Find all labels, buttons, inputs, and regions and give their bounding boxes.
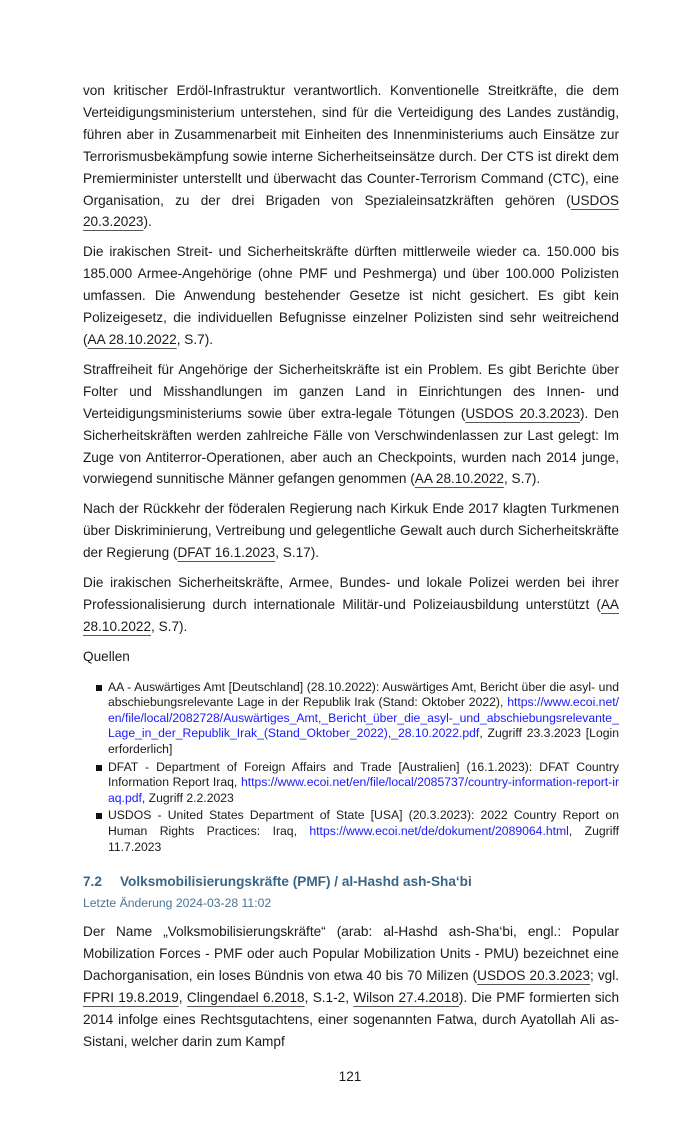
- source-access-date: , Zugriff 23.3.2023 [Login erforderlich]: [108, 726, 619, 757]
- source-text: DFAT - Department of Foreign Affairs and Trade [Australien] (16.1.2023): DFAT Country Information Report Iraq,: [108, 759, 619, 790]
- sources-list: [83, 680, 619, 856]
- section-heading: [83, 873, 619, 891]
- paragraph-text: ).: [143, 214, 152, 230]
- citation-link[interactable]: AA 28.10.2022: [87, 331, 177, 347]
- source-access-date: , Zugriff 2.2.2023: [141, 790, 234, 805]
- paragraph: [83, 572, 619, 638]
- citation-link[interactable]: USDOS 20.3.2023: [465, 405, 580, 421]
- paragraph: [83, 80, 619, 233]
- paragraph-text: Straffreiheit für Angehörige der Sicherheitskräfte ist ein Problem. Es gibt Berichte über Folter und Misshandlungen im ganzen Land in Einrichtungen des Innen- und Verteidigungsministeriums sowie über extra-legale Tötungen (: [83, 361, 619, 421]
- last-changed: Letzte Änderung 2024-03-28 11:02: [83, 896, 272, 911]
- source-url-link[interactable]: https://www.ecoi.net/en/file/local/2082728/Auswärtiges_Amt,_Bericht_über_die_asyl-_und_abschiebungsrelevante_Lage_in_der_Republik_Irak_(Stand_Oktober_2022),_28.10.2022.pdf: [108, 695, 619, 741]
- paragraph-text: Nach der Rückkehr der föderalen Regierung nach Kirkuk Ende 2017 klagten Turkmenen über Diskriminierung, Vertreibung und gelegentliche Gewalt auch durch Sicherheitskräfte der Regierung (: [83, 501, 619, 561]
- document-body: [83, 0, 619, 1053]
- citation-link[interactable]: Wilson 27.4.2018: [353, 989, 459, 1005]
- paragraph-text: Die irakischen Streit- und Sicherheitskräfte dürften mittlerweile wieder ca. 150.000 bis 185.000 Armee-Angehörige (ohne PMF und Peshmerga) und über 100.000 Polizisten umfassen. Die Anwendung bestehender Gesetze ist nicht gesichert. Es gibt kein Polizeigesetz, die individuellen Befugnisse einzelner Polizisten sind sehr weitreichend (: [83, 244, 619, 347]
- source-text: USDOS - United States Department of State [USA] (20.3.2023): 2022 Country Report on Human Rights Practices: Iraq,: [108, 808, 619, 838]
- paragraph-text: ; vgl.: [590, 968, 619, 983]
- source-access-date: , Zugriff 11.7.2023: [108, 824, 619, 854]
- source-item: [96, 760, 619, 807]
- citation-link[interactable]: DFAT 16.1.2023: [177, 545, 276, 561]
- section-number: 7.2: [83, 874, 102, 890]
- paragraph-text: , S.1-2,: [304, 989, 354, 1005]
- sources-label: Quellen: [83, 648, 130, 664]
- paragraph: [83, 241, 619, 351]
- paragraph-text: , S.7).: [176, 331, 213, 347]
- section-paragraph: [83, 921, 619, 1052]
- paragraph-text: Der Name „Volksmobilisierungskräfte“ (arab: al-Hashd ash-Sha‘bi, engl.: Popular Mobilization Forces - PMF oder auch Popular Mobilization Units - PMU) bezeichnet eine Dachorganisation, ein loses Bündnis von etwa 40 bis 70 Milizen (: [83, 924, 619, 983]
- paragraph-text: Die irakischen Sicherheitskräfte, Armee, Bundes- und lokale Polizei werden bei ihrer Professionalisierung durch internationale Militär-und Polizeiausbildung unterstützt (: [83, 575, 619, 612]
- bullet-icon: [96, 685, 102, 691]
- paragraph-text: , S.7).: [503, 471, 541, 487]
- bullet-icon: [96, 765, 102, 771]
- paragraph: [83, 359, 619, 490]
- page-number: 121: [338, 1068, 362, 1084]
- citation-link[interactable]: USDOS 20.3.2023: [477, 968, 591, 983]
- paragraphs: [83, 80, 619, 638]
- paragraph-text: ). Den Sicherheitskräften werden zahlreiche Fälle von Verschwindenlassen zur Last gelegt: Im Zuge von Antiterror-Operationen, aber auch an Checkpoints, wurden nach 2014 junge, vorwiegend sunnitische Männer gefangen genommen (: [83, 405, 619, 487]
- paragraph-text: , S.17).: [275, 545, 320, 561]
- paragraph: [83, 498, 619, 564]
- bullet-icon: [96, 813, 102, 819]
- paragraph-text: von kritischer Erdöl-Infrastruktur verantwortlich. Konventionelle Streitkräfte, die dem Verteidigungsministerium unterstehen, sind für die Verteidigung des Landes zuständig, führen aber in Zusammenarbeit mit Einheiten des Innenministeriums auch Einsätze zur Terrorismusbekämpfung sowie interne Sicherheitseinsätze durch. Der CTS ist direkt dem Premierminister unterstellt und überwacht das Counter-Terrorism Command (CTC), eine Organisation, zu der drei Brigaden von Spezialeinsatzkräften gehören (: [83, 83, 619, 208]
- source-text: AA - Auswärtiges Amt [Deutschland] (28.10.2022): Auswärtiges Amt, Bericht über die asyl- und abschiebungsrelevante Lage in der Republik Irak (Stand: Oktober 2022),: [108, 679, 619, 710]
- citation-link[interactable]: FPRI 19.8.2019: [83, 989, 179, 1005]
- source-url-link[interactable]: https://www.ecoi.net/en/file/local/2085737/country-information-report-iraq.pdf: [108, 775, 619, 805]
- section-title: Volksmobilisierungskräfte (PMF) / al-Hashd ash-Sha‘bi: [120, 874, 472, 890]
- citation-link[interactable]: AA 28.10.2022: [83, 596, 619, 634]
- paragraph-text: ). Die PMF formierten sich 2014 infolge eines Rechtsgutachtens, einer sogenannten Fatwa, durch Ayatollah Ali as-Sistani, welcher darin zum Kampf: [83, 989, 620, 1049]
- paragraph-text: ,: [178, 989, 187, 1005]
- citation-link[interactable]: USDOS 20.3.2023: [83, 192, 619, 230]
- source-url-link[interactable]: https://www.ecoi.net/de/dokument/2089064.html: [309, 824, 569, 838]
- citation-link[interactable]: Clingendael 6.2018: [186, 989, 305, 1005]
- citation-link[interactable]: AA 28.10.2022: [414, 471, 504, 487]
- source-item: [96, 808, 619, 855]
- source-item: [96, 680, 619, 758]
- paragraph-text: , S.7).: [151, 618, 188, 634]
